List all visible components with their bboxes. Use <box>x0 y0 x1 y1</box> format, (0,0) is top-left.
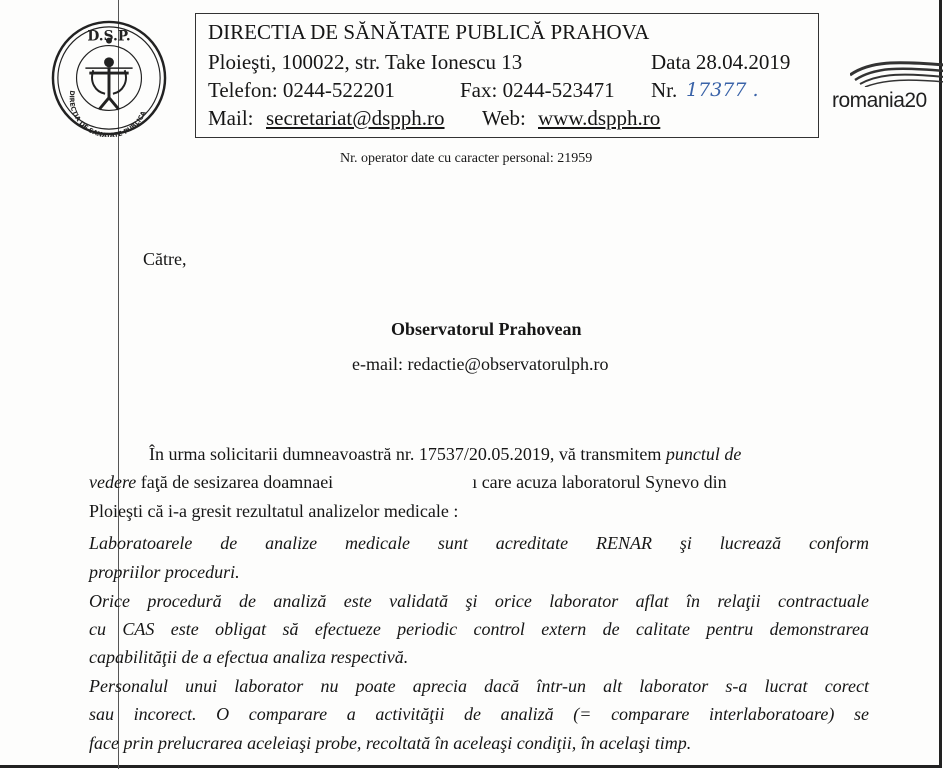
operator-number: Nr. operator date cu caracter personal: 21959 <box>340 151 593 166</box>
institution-address: Ploieşti, 100022, str. Take Ionescu 13 <box>208 50 523 74</box>
registration-number-handwritten: 17377 . <box>686 79 759 101</box>
body-line-italic: propriilor proceduri. <box>89 562 240 582</box>
body-line <box>89 471 869 493</box>
romania-brand-logo <box>828 53 943 123</box>
romania-brand-text: romania20 <box>832 89 927 112</box>
web-link[interactable]: www.dspph.ro <box>538 106 661 130</box>
body-line-italic: Orice procedură de analiză este validată şi orice laborator aflat în relaţii contractuale <box>89 591 869 611</box>
body-text: ı care acuza laboratorul Synevo din <box>472 472 727 492</box>
letterhead-box <box>195 13 819 138</box>
body-line: Ploieşti că i-a gresit rezultatul analizelor medicale : <box>89 501 459 521</box>
body-line-italic: Laboratoarele de analize medicale sunt acreditate RENAR şi lucrează conform <box>89 533 869 553</box>
recipient-email: e-mail: redactie@observatorulph.ro <box>352 354 609 374</box>
body-line-italic: capabilităţii de a efectua analiza respectivă. <box>89 647 409 667</box>
waves-icon <box>850 53 943 87</box>
registration-number-label: Nr. <box>651 78 678 102</box>
phone-number: Telefon: 0244-522201 <box>208 78 395 102</box>
seal-ring-text: DIRECTIA DE SANATATE PUBLICA <box>67 89 148 137</box>
body-line-italic: sau incorect. O comparare a activităţii de analiză (= comparare interlaboratoare) se <box>89 704 869 724</box>
body-text: În urma solicitarii dumneavoastră nr. 17537/20.05.2019, vă transmitem <box>149 444 662 464</box>
dsp-seal-logo <box>50 19 168 137</box>
web-label: Web: <box>482 106 526 130</box>
institution-name: DIRECTIA DE SĂNĂTATE PUBLICĂ PRAHOVA <box>208 20 650 44</box>
body-line-italic: face prin prelucrarea aceleiaşi probe, recoltată în aceleaşi condiţii, în acelaşi timp. <box>89 733 692 753</box>
body-line-italic: Personalul unui laborator nu poate aprecia dacă într-un alt laborator s-a lucrat corect <box>89 676 869 696</box>
body-line <box>149 443 869 465</box>
seal-letters: D.S.P. <box>87 28 131 45</box>
body-line-italic: cu CAS este obligat să efectueze periodic control extern de calitate pentru demonstrarea <box>89 619 869 639</box>
mail-label: Mail: <box>208 106 254 130</box>
body-text-italic: punctul de <box>665 444 742 464</box>
document-date: Data 28.04.2019 <box>651 50 791 74</box>
body-text: faţă de sesizarea doamnaei <box>140 472 334 492</box>
recipient-name: Observatorul Prahovean <box>391 319 582 339</box>
mail-link[interactable]: secretariat@dspph.ro <box>266 106 445 130</box>
salutation: Către, <box>143 249 187 269</box>
fax-number: Fax: 0244-523471 <box>460 78 615 102</box>
body-text-italic: vedere <box>89 472 137 492</box>
